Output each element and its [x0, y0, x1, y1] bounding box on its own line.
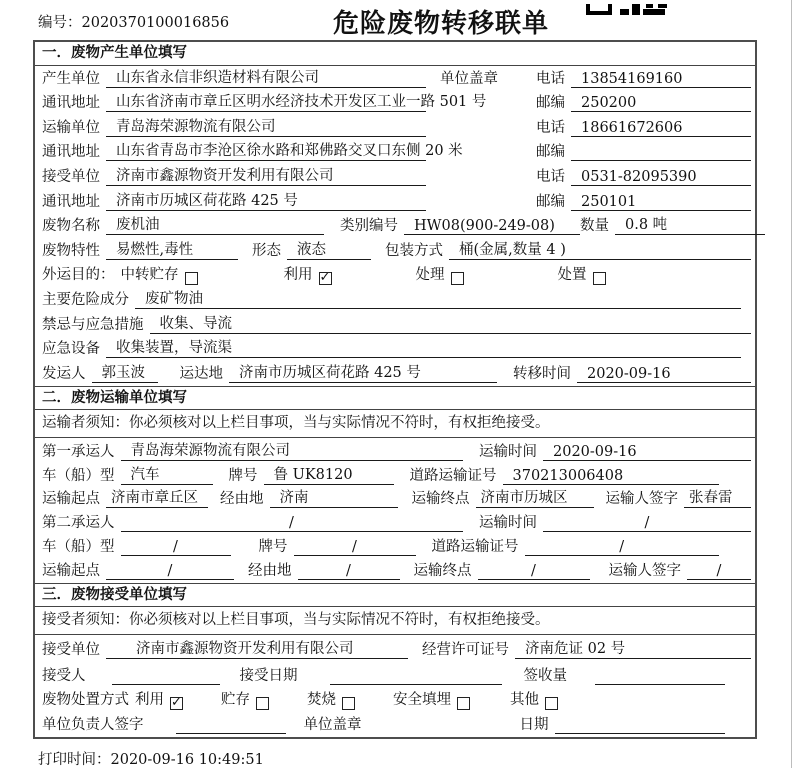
address3-label: 通讯地址	[42, 193, 100, 210]
section1-heading: 一．废物产生单位填写	[35, 42, 755, 66]
unit-seal-label: 单位盖章	[440, 70, 498, 87]
vehicle2-value: /	[121, 539, 231, 556]
zip1-value: 250200	[571, 95, 751, 112]
print-time-line	[38, 748, 264, 769]
manifest-form	[33, 40, 757, 739]
section-producer	[35, 42, 755, 386]
permit-value: 济南危证 02 号	[515, 637, 751, 659]
carrier2-value: /	[121, 515, 463, 532]
time1-value: 2020-09-16	[543, 444, 751, 461]
page-right-edge	[791, 0, 792, 768]
plate2-value: /	[294, 539, 416, 556]
serial-value: 2020370100016856	[81, 15, 230, 31]
consignor-label: 发运人	[42, 365, 86, 382]
receive-notice: 接受者须知：你必须核对以上栏目事项，当与实际情况不符时，有权拒绝接受。	[35, 607, 755, 635]
receive-unit-value: 济南市鑫源物资开发利用有限公司	[106, 637, 408, 659]
sign1-value: 张春雷	[684, 486, 751, 508]
transporter-row	[35, 115, 755, 140]
origin1-label: 运输起点	[42, 491, 100, 508]
amount-value	[595, 684, 725, 685]
zip2-label: 邮编	[536, 144, 565, 161]
quantity-value: 0.8 吨	[615, 213, 765, 235]
category-label: 类别编号	[340, 218, 398, 235]
purpose-option-label: 中转贮存	[120, 267, 179, 284]
accept-date-label: 接受日期	[239, 667, 298, 684]
equipment-label: 应急设备	[42, 341, 100, 358]
phone2-value: 18661672606	[571, 120, 751, 137]
address2-value: 山东省青岛市李沧区徐水路和郑佛路交叉口东侧 20 米	[106, 139, 426, 161]
plate1-value: 鲁 UK8120	[264, 463, 394, 485]
address1-value: 山东省济南市章丘区明水经济技术开发区工业一路 501 号	[106, 90, 426, 112]
purpose-option-label: 处置	[557, 267, 587, 284]
origin1-value: 济南市章丘区	[106, 486, 208, 508]
acceptor-value	[112, 684, 220, 685]
phone2-label: 电话	[536, 119, 565, 136]
receive-unit-label: 接受单位	[42, 641, 100, 658]
via1-value: 济南	[270, 486, 398, 508]
checkbox-transfer-storage	[185, 272, 198, 285]
checkbox-utilize-2	[170, 694, 183, 710]
license2-value: /	[525, 539, 720, 556]
property-label: 废物特性	[42, 242, 100, 259]
waste-property-row	[35, 238, 755, 263]
sign1-label: 运输人签字	[605, 491, 678, 508]
hazard-value: 废矿物油	[135, 287, 741, 309]
checkbox-landfill	[457, 697, 470, 710]
destination-value: 济南市历城区荷花路 425 号	[229, 361, 497, 383]
receiver-label: 接受单位	[42, 168, 100, 185]
serial-label: 编号：	[38, 15, 82, 31]
disposal-row	[35, 688, 755, 712]
vehicle1-value: 汽车	[121, 463, 213, 485]
origin2-label: 运输起点	[42, 562, 100, 579]
address1-label: 通讯地址	[42, 95, 100, 112]
zip2-value	[571, 160, 751, 161]
disposal-option-label: 焚烧	[307, 691, 336, 708]
transporter-label: 运输单位	[42, 119, 100, 136]
taboo-row	[35, 312, 755, 337]
carrier2-row	[35, 511, 755, 535]
producer-address-row	[35, 91, 755, 116]
producer-label: 产生单位	[42, 70, 100, 87]
taboo-value: 收集、导流	[150, 312, 752, 334]
section-transport	[35, 386, 755, 583]
purpose-row	[35, 263, 755, 288]
head-sign-row	[35, 712, 755, 737]
carrier2-label: 第二承运人	[42, 515, 115, 532]
receiver-address-row	[35, 189, 755, 214]
property-value: 易燃性,毒性	[106, 238, 238, 260]
consignor-row	[35, 361, 755, 386]
checkbox-treat	[451, 272, 464, 285]
checkbox-incinerate	[342, 697, 355, 710]
date2-label: 日期	[519, 716, 549, 733]
plate1-label: 牌号	[228, 467, 258, 484]
consignor-value: 郭玉波	[92, 361, 158, 383]
vehicle1-row	[35, 464, 755, 488]
route2-row	[35, 559, 755, 583]
producer-row	[35, 66, 755, 91]
packing-value: 桶(金属,数量 4 )	[449, 238, 751, 260]
print-time-label: 打印时间：	[38, 752, 111, 768]
waste-name-row	[35, 214, 755, 239]
phone3-value: 0531-82095390	[571, 169, 751, 186]
taboo-label: 禁忌与应急措施	[42, 316, 144, 333]
disposal-label: 废物处置方式	[42, 691, 129, 708]
purpose-label: 外运目的：	[42, 267, 115, 284]
section3-heading: 三．废物接受单位填写	[35, 583, 755, 607]
acceptor-label: 接受人	[42, 667, 86, 684]
amount-label: 签收量	[523, 667, 567, 684]
phone3-label: 电话	[536, 168, 565, 185]
disposal-option-label: 贮存	[221, 691, 250, 708]
check-icon: ✓	[319, 270, 331, 286]
vehicle2-row	[35, 535, 755, 559]
end1-label: 运输终点	[411, 491, 470, 508]
serial-number-line	[38, 11, 229, 32]
transport-notice: 运输者须知：你必须核对以上栏目事项，当与实际情况不符时，有权拒绝接受。	[35, 410, 755, 438]
form-label: 形态	[252, 242, 281, 259]
transfer-time-value: 2020-09-16	[577, 366, 751, 383]
head-sign-value	[176, 733, 286, 734]
waste-name-value: 废机油	[106, 213, 324, 235]
checkbox-other	[545, 697, 558, 710]
receiver-value: 济南市鑫源物资开发利用有限公司	[106, 164, 426, 186]
waste-name-label: 废物名称	[42, 218, 100, 235]
checkbox-utilize	[319, 272, 332, 285]
form-value: 液态	[287, 238, 371, 260]
unit-seal2-label: 单位盖章	[303, 716, 362, 733]
address3-value: 济南市历城区荷花路 425 号	[106, 189, 426, 211]
equipment-value: 收集装置，导流渠	[106, 336, 741, 358]
end2-value: /	[478, 563, 590, 580]
license2-label: 道路运输证号	[431, 538, 519, 555]
zip3-value: 250101	[571, 194, 751, 211]
zip1-label: 邮编	[536, 95, 565, 112]
sign2-label: 运输人签字	[608, 562, 681, 579]
phone1-label: 电话	[536, 70, 565, 87]
origin2-value: /	[106, 563, 234, 580]
carrier1-value: 青岛海荣源物流有限公司	[121, 439, 463, 461]
end2-label: 运输终点	[413, 562, 472, 579]
section2-heading: 二．废物运输单位填写	[35, 386, 755, 410]
disposal-option-label: 利用	[135, 691, 164, 708]
receive-unit-row	[35, 635, 755, 662]
receiver-row	[35, 164, 755, 189]
qr-code-icon	[586, 0, 672, 19]
license1-label: 道路运输证号	[409, 467, 497, 484]
phone1-value: 13854169160	[571, 71, 751, 88]
disposal-option-label: 其他	[510, 691, 539, 708]
producer-value: 山东省永信非织造材料有限公司	[106, 66, 426, 88]
packing-label: 包装方式	[385, 242, 443, 259]
via2-value: /	[298, 563, 400, 580]
transporter-address-row	[35, 140, 755, 165]
route1-row	[35, 488, 755, 512]
transfer-time-label: 转移时间	[513, 365, 571, 382]
via2-label: 经由地	[248, 562, 292, 579]
equipment-row	[35, 337, 755, 362]
vehicle1-label: 车（船）型	[42, 467, 115, 484]
carrier1-row	[35, 438, 755, 464]
head-sign-label: 单位负责人签字	[42, 716, 144, 733]
hazard-label: 主要危险成分	[42, 291, 129, 308]
print-time-value: 2020-09-16 10:49:51	[110, 752, 264, 768]
checkbox-dispose	[593, 272, 606, 285]
acceptor-row	[35, 662, 755, 688]
disposal-option-label: 安全填埋	[393, 691, 451, 708]
time1-label: 运输时间	[479, 443, 537, 460]
license1-value: 370213006408	[503, 468, 720, 485]
via1-label: 经由地	[220, 491, 264, 508]
category-value: HW08(900-249-08)	[404, 218, 580, 235]
time2-label: 运输时间	[479, 515, 537, 532]
carrier1-label: 第一承运人	[42, 443, 115, 460]
time2-value: /	[543, 515, 751, 532]
hazard-row	[35, 287, 755, 312]
end1-value: 济南市历城区	[476, 486, 594, 508]
plate2-label: 牌号	[258, 538, 288, 555]
page-title: 危险废物转移联单	[333, 9, 550, 39]
quantity-label: 数量	[580, 218, 609, 235]
destination-label: 运达地	[179, 365, 223, 382]
zip3-label: 邮编	[536, 193, 565, 210]
checkbox-store	[256, 697, 269, 710]
purpose-option-label: 处理	[415, 267, 445, 284]
transporter-value: 青岛海荣源物流有限公司	[106, 115, 426, 137]
check-icon: ✓	[171, 694, 182, 710]
accept-date-value	[330, 684, 502, 685]
address2-label: 通讯地址	[42, 144, 100, 161]
sign2-value: /	[687, 563, 751, 580]
purpose-option-label: 利用	[283, 267, 313, 284]
permit-label: 经营许可证号	[422, 641, 509, 658]
date2-value	[555, 733, 726, 734]
section-receive	[35, 583, 755, 737]
document-header	[0, 0, 796, 40]
vehicle2-label: 车（船）型	[42, 538, 115, 555]
